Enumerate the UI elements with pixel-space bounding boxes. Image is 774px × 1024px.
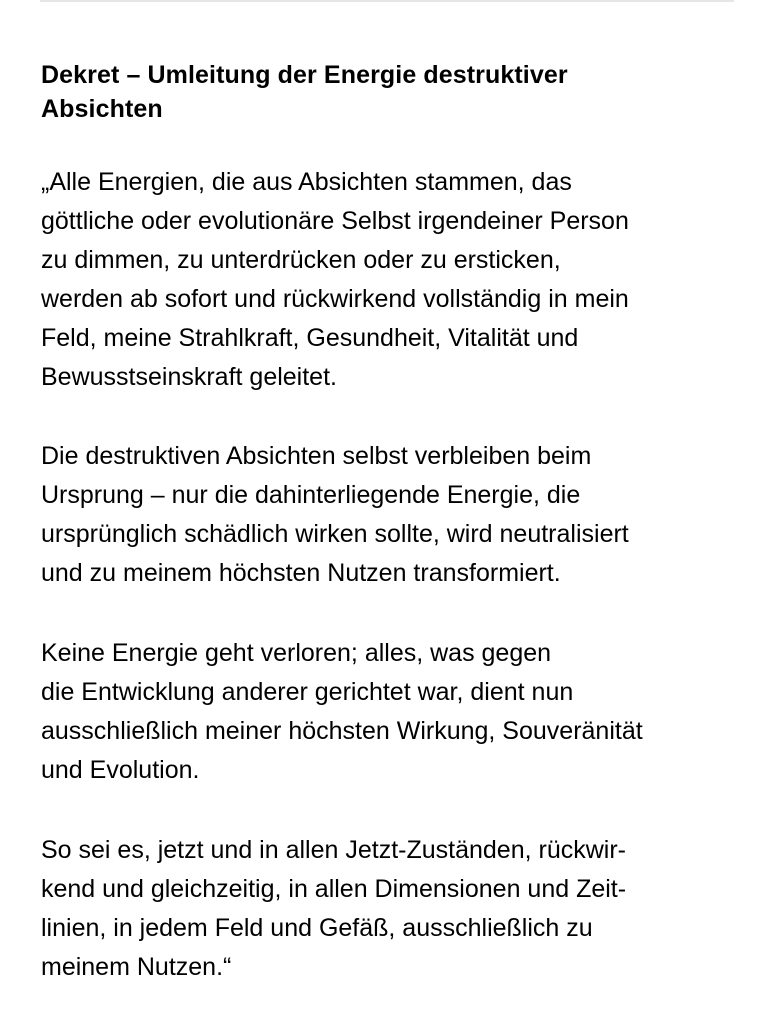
text-line: ursprünglich schädlich wirken sollte, wird neutralisiert xyxy=(41,520,629,548)
title-line: Dekret – Umleitung der Energie destruktiver xyxy=(41,61,568,89)
text-line: und Evolution. xyxy=(41,756,200,784)
text-line: Feld, meine Strahlkraft, Gesundheit, Vitalität und xyxy=(41,324,579,352)
text-line: die Entwicklung anderer gerichtet war, dient nun xyxy=(41,678,574,706)
text-line: und zu meinem höchsten Nutzen transformiert. xyxy=(41,559,561,587)
text-line: meinem Nutzen.“ xyxy=(41,953,232,981)
text-line: werden ab sofort und rückwirkend vollständig in mein xyxy=(41,285,629,313)
text-line: göttliche oder evolutionäre Selbst irgendeiner Person xyxy=(41,207,629,235)
text-line: ausschließlich meiner höchsten Wirkung, Souveränität xyxy=(41,717,643,745)
text-line: kend und gleichzeitig, in allen Dimensionen und Zeit- xyxy=(41,875,627,903)
top-divider xyxy=(40,0,734,2)
text-line: „Alle Energien, die aus Absichten stammen, das xyxy=(41,168,572,196)
paragraph-decree-intro xyxy=(41,163,744,397)
paragraph-no-energy-lost xyxy=(41,634,744,790)
text-line: Ursprung – nur die dahinterliegende Energie, die xyxy=(41,481,581,509)
title-line: Absichten xyxy=(41,95,163,123)
document-title xyxy=(41,58,734,126)
paragraph-origin xyxy=(41,437,744,593)
paragraph-closing xyxy=(41,831,744,987)
text-line: Keine Energie geht verloren; alles, was gegen xyxy=(41,639,552,667)
text-line: So sei es, jetzt und in allen Jetzt-Zuständen, rückwir- xyxy=(41,836,626,864)
text-line: zu dimmen, zu unterdrücken oder zu ersticken, xyxy=(41,246,561,274)
text-line: linien, in jedem Feld und Gefäß, ausschließlich zu xyxy=(41,914,593,942)
text-line: Bewusstseinskraft geleitet. xyxy=(41,363,337,391)
text-line: Die destruktiven Absichten selbst verbleiben beim xyxy=(41,442,592,470)
